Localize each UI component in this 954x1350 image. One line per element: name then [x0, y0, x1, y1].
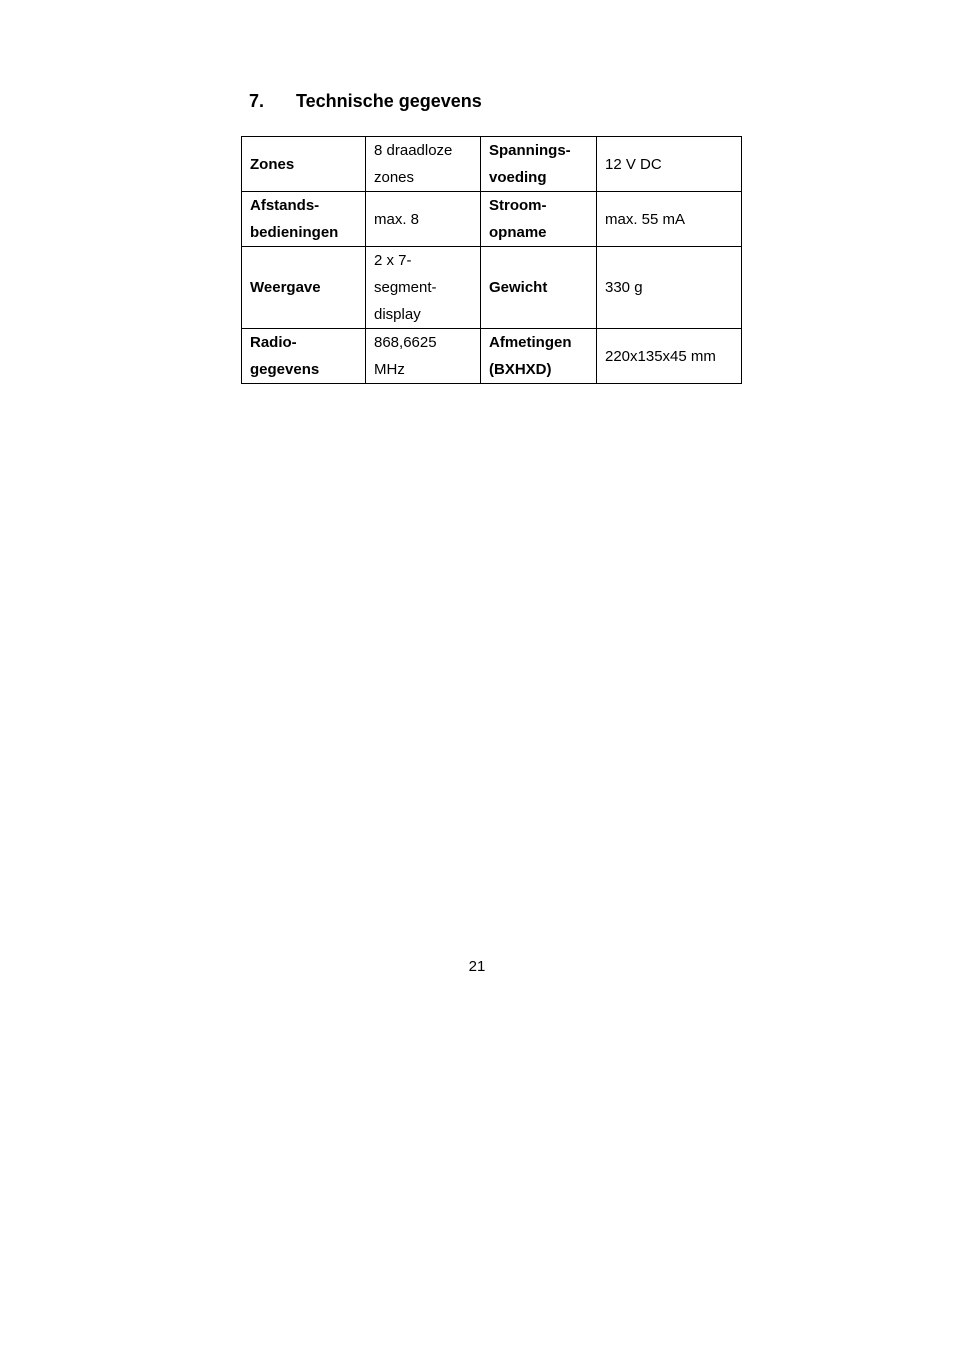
spec-label: Zones	[242, 137, 366, 192]
spec-value: max. 55 mA	[597, 192, 742, 247]
table-row	[242, 137, 742, 192]
spec-label: Stroom- opname	[481, 192, 597, 247]
section-number: 7.	[249, 91, 265, 111]
spec-label: Afstands- bedieningen	[242, 192, 366, 247]
spec-value: 8 draadloze zones	[366, 137, 481, 192]
table-row	[242, 192, 742, 247]
technical-specs-table	[241, 136, 742, 384]
spec-label: Afmetingen (BXHXD)	[481, 329, 597, 384]
page-number: 21	[468, 958, 486, 975]
spec-label: Spannings- voeding	[481, 137, 597, 192]
spec-value: max. 8	[366, 192, 481, 247]
spec-label: Gewicht	[481, 247, 597, 329]
section-title: Technische gegevens	[296, 91, 482, 111]
spec-value: 868,6625 MHz	[366, 329, 481, 384]
spec-value: 330 g	[597, 247, 742, 329]
spec-label: Weergave	[242, 247, 366, 329]
table-row	[242, 329, 742, 384]
spec-value: 12 V DC	[597, 137, 742, 192]
spec-label: Radio- gegevens	[242, 329, 366, 384]
section-heading	[249, 89, 482, 113]
spec-value: 2 x 7- segment- display	[366, 247, 481, 329]
spec-value: 220x135x45 mm	[597, 329, 742, 384]
table-row	[242, 247, 742, 329]
